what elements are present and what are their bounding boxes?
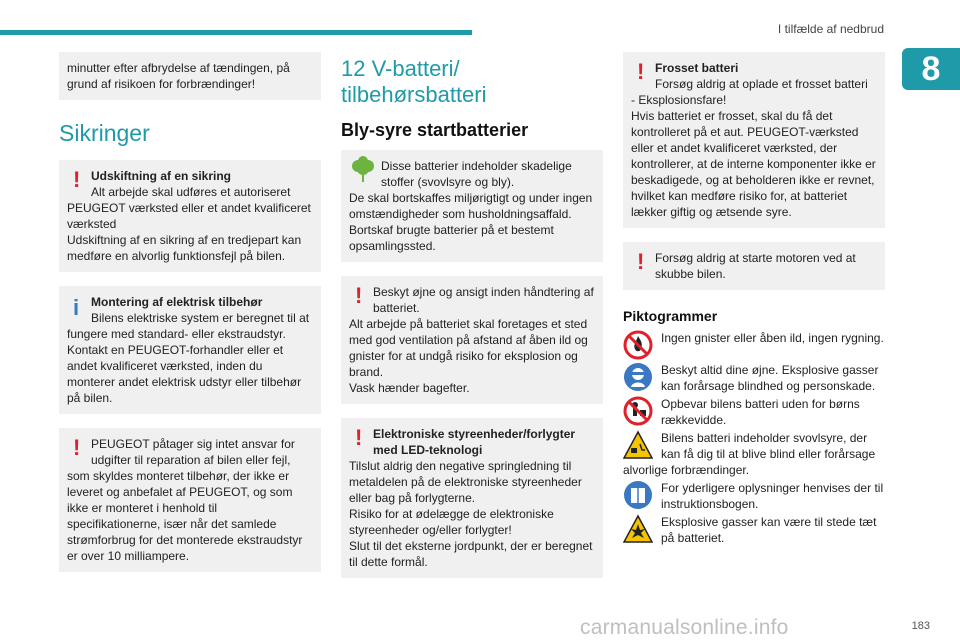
eye-protection-icon [623, 362, 653, 392]
eco-box [341, 150, 603, 262]
no-fire-icon [623, 330, 653, 360]
warning-first-line: PEUGEOT påtager sig intet ansvar for udgifter til reparation af bilen eller fejl, [91, 437, 295, 467]
keep-from-children-icon [623, 396, 653, 426]
info-first-line: Bilens elektriske system er beregnet til at [91, 311, 310, 325]
warning-text: PEUGEOT værksted eller et andet kvalificeret værksted Udskiftning af en sikring af en tredjepart kan medføre en alvorlig funktionsfejl på bilen. [67, 201, 311, 263]
info-box-accessories [59, 286, 321, 414]
column-2 [341, 52, 603, 592]
warning-icon: ! [637, 59, 645, 84]
warning-box-frozen [623, 52, 885, 228]
heading-battery: 12 V-batteri/ tilbehørsbatteri [341, 56, 487, 107]
intro-text: minutter efter afbrydelse af tændingen, på grund af risikoen for forbrændinger! [67, 61, 290, 91]
pictogram-text: Opbevar bilens batteri uden for børns rækkevidde. [661, 397, 860, 427]
column-3 [623, 52, 885, 548]
intro-box [59, 52, 321, 100]
warning-icon: ! [73, 167, 81, 192]
warning-title: Udskiftning af en sikring [91, 169, 232, 183]
section-title: I tilfælde af nedbrud [777, 22, 884, 36]
eco-first-line: Disse batterier indeholder skadelige stoffer (svovlsyre og bly). [381, 159, 572, 189]
pictogram-row [623, 430, 885, 478]
warning-text: Forsøg aldrig at starte motoren ved at skubbe bilen. [655, 251, 856, 281]
pictogram-text: Beskyt altid dine øjne. Eksplosive gasser kan forårsage blindhed og personskade. [661, 363, 879, 393]
warning-title: Frosset batteri [655, 61, 739, 75]
watermark: carmanualsonline.info [580, 616, 789, 639]
warning-box-liability [59, 428, 321, 572]
info-text: fungere med standard- eller ekstraudstyr. Kontakt en PEUGEOT-forhandler eller et andet kvalificeret værksted, inden du monterer andet elektrisk udstyr eller tilbehør på bilen. [67, 327, 302, 405]
warning-text: som skyldes monteret tilbehør, der ikke er leveret og anbefalet af PEUGEOT, og som ikke er monteret i henhold til specifikationerne, især når det samlede strømforbrug for det monterede ekstraudstyr er over 10 milliampere. [67, 469, 303, 563]
pictogram-row [623, 396, 885, 428]
svg-text:i: i [637, 492, 639, 502]
pictogram-row [623, 514, 885, 546]
pictogram-text: Bilens batteri indeholder svovlsyre, der kan få dig til at blive blind eller forårsage [661, 431, 876, 461]
warning-icon: ! [73, 435, 81, 460]
header-accent-bar [0, 30, 472, 35]
warning-icon: ! [355, 283, 363, 308]
recycle-leaf-icon [351, 156, 375, 184]
pictogram-text: For yderligere oplysninger henvises der til instruktionsbogen. [661, 481, 884, 511]
chapter-tab: 8 [902, 48, 960, 90]
warning-box-push-start [623, 242, 885, 290]
warning-text: Tilslut aldrig den negative springledning til metaldelen på de elektroniske styreenheder eller bag på forlygterne. Risiko for at ødelægge de elektroniske styreenheder og/eller forlygter! Slut til det eksterne jordpunkt, der er beregnet til dette formål. [349, 459, 593, 569]
eco-text: De skal bortskaffes miljørigtigt og under ingen omstændigheder som husholdningsaffald. Bortskaf brugte batterier på et bestemt opsamlingssted. [349, 191, 593, 253]
warning-box-eyes [341, 276, 603, 404]
warning-icon: ! [355, 425, 363, 450]
column-1 [59, 52, 321, 586]
warning-first-line: Beskyt øjne og ansigt inden håndtering af batteriet. [373, 285, 594, 315]
page-number: 183 [911, 620, 930, 632]
corrosive-icon [623, 430, 653, 460]
pictogram-text-overflow: alvorlige forbrændinger. [623, 463, 750, 477]
warning-box-electronics [341, 418, 603, 578]
info-title: Montering af elektrisk tilbehør [91, 295, 263, 309]
info-icon: i [73, 295, 80, 320]
heading-sikringer: Sikringer [59, 120, 150, 146]
warning-box-fuse [59, 160, 321, 272]
manual-icon [623, 480, 653, 510]
subheading-lead-acid: Bly-syre startbatterier [341, 120, 529, 140]
warning-text: Alt arbejde på batteriet skal foretages et sted med god ventilation på afstand af åben ild og gnister for at undgå risiko for eksplosion og brand. Vask hænder bagefter. [349, 317, 588, 395]
warning-first-line: Forsøg aldrig at oplade et frosset batteri [655, 77, 868, 91]
pictogram-row [623, 362, 885, 394]
pictogram-row [623, 330, 885, 360]
warning-title: Elektroniske styreenheder/forlygter med LED-teknologi [373, 427, 576, 457]
warning-first-line: Alt arbejde skal udføres et autoriseret [91, 185, 291, 199]
pictogram-row [623, 480, 885, 512]
pictogram-text: Ingen gnister eller åben ild, ingen rygning. [661, 331, 884, 345]
pictogram-row-top [623, 430, 885, 462]
warning-icon: ! [637, 249, 645, 274]
warning-text: - Eksplosionsfare! Hvis batteriet er frosset, skal du få det kontrolleret på et aut. PEUGEOT-værksted eller et andet kvalificeret værksted, der kontrollerer, at de interne komponenter ikke er beskadigede, og at beholderen ikke er revnet, hvilket kan medføre risiko for, at batteriet lækker giftig og ætsende syre. [631, 93, 876, 219]
explosive-icon [623, 514, 653, 544]
pictogram-text: Eksplosive gasser kan være til stede tæt på batteriet. [661, 515, 877, 545]
pictograms-heading: Piktogrammer [623, 308, 718, 324]
